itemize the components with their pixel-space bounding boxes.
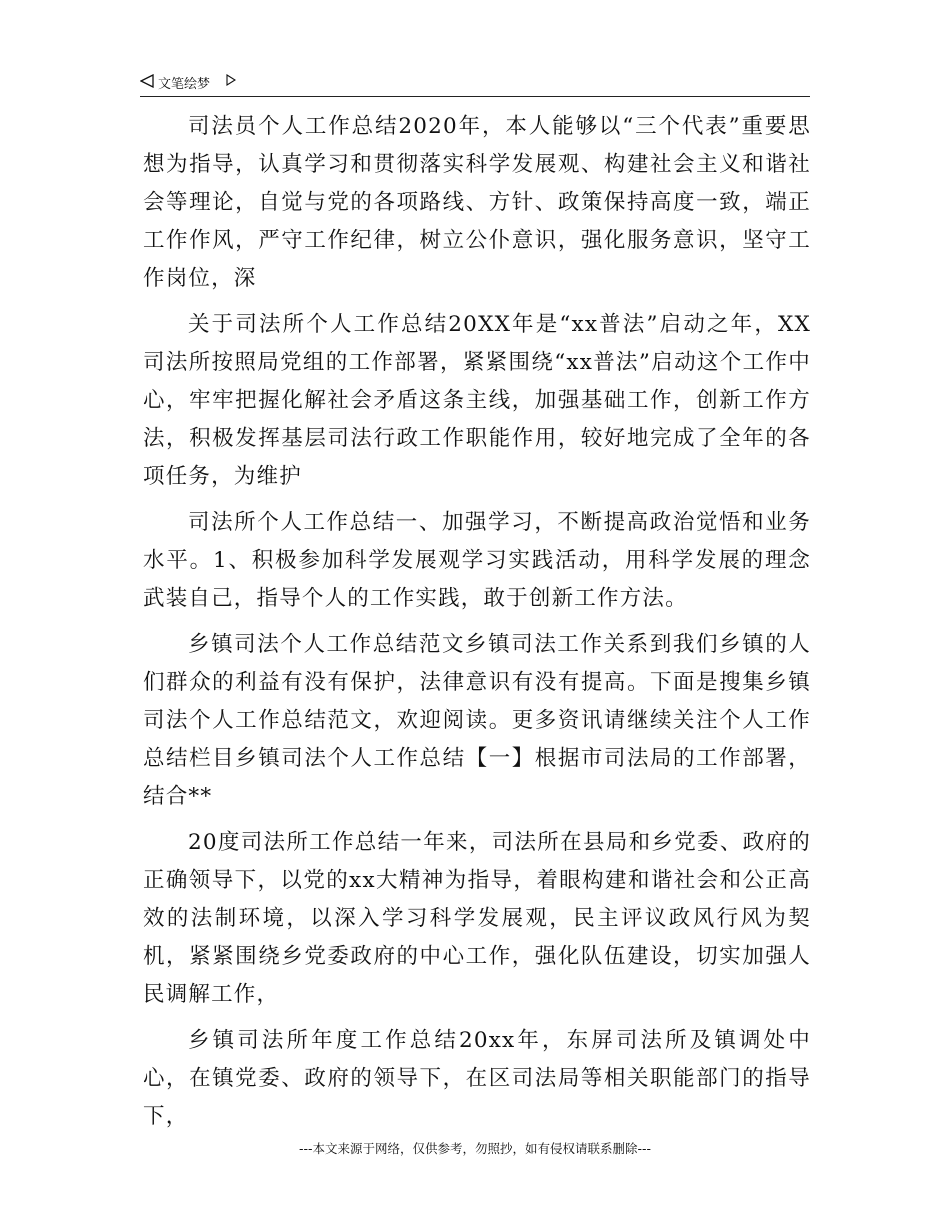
paragraph: 司法员个人工作总结2020年，本人能够以“三个代表”重要思想为指导，认真学习和贯彻落实科学发展观、构建社会主义和谐社会等理论，自觉与党的各项路线、方针、政策保持高度一致，端正工作作风，严守工作纪律，树立公仆意识，强化服务意识，坚守工作岗位，深 bbox=[143, 114, 811, 291]
paragraph: 关于司法所个人工作总结20XX年是“xx普法”启动之年，XX司法所按照局党组的工作部署，紧紧围绕“xx普法”启动这个工作中心，牢牢把握化解社会矛盾这条主线，加强基础工作，创新工作方法，积极发挥基层司法行政工作职能作用，较好地完成了全年的各项任务，为维护 bbox=[143, 312, 811, 489]
paragraph: 20度司法所工作总结一年来，司法所在县局和乡党委、政府的正确领导下，以党的xx大精神为指导，着眼构建和谐社会和公正高效的法制环境，以深入学习科学发展观，民主评议政风行风为契机，紧紧围绕乡党委政府的中心工作，强化队伍建设，切实加强人民调解工作， bbox=[143, 830, 811, 1007]
header-brand: 文笔绘梦 bbox=[158, 77, 211, 92]
page-header bbox=[140, 72, 810, 96]
page-footer: ---本文来源于网络，仅供参考，勿照抄，如有侵权请联系删除--- bbox=[298, 1141, 652, 1156]
paragraph: 乡镇司法所年度工作总结20xx年，东屏司法所及镇调处中心，在镇党委、政府的领导下，在区司法局等相关职能部门的指导下， bbox=[143, 1028, 811, 1129]
triangle-left-icon bbox=[140, 74, 154, 88]
triangle-right-icon bbox=[226, 74, 236, 86]
paragraph: 司法所个人工作总结一、加强学习，不断提高政治觉悟和业务水平。1、积极参加科学发展观学习实践活动，用科学发展的理念武装自己，指导个人的工作实践，敢于创新工作方法。 bbox=[143, 510, 811, 611]
header-divider bbox=[140, 96, 810, 97]
paragraph: 乡镇司法个人工作总结范文乡镇司法工作关系到我们乡镇的人们群众的利益有没有保护，法律意识有没有提高。下面是搜集乡镇司法个人工作总结范文，欢迎阅读。更多资讯请继续关注个人工作总结栏目乡镇司法个人工作总结【一】根据市司法局的工作部署，结合** bbox=[143, 632, 811, 809]
document-body bbox=[143, 108, 811, 1144]
